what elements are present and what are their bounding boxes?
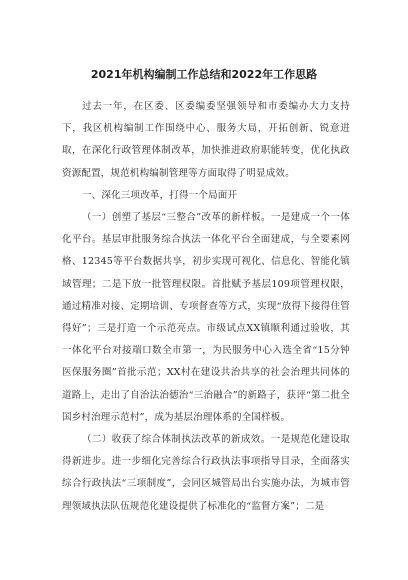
section-heading: 一、深化三项改革，打得一个局面开 <box>82 189 238 201</box>
body-paragraph: （二）收获了综合体制执法改革的新成效。一是规范化建设取得新进步。进一步细化完善综合行政执法事项指导目录，全面落实综合行政执法“三项制度”，会同区城管局出台实施办法，为城市管理领域执法队伍规范化建设提供了标准化的“监督方案”；二是 <box>62 434 350 512</box>
body-paragraph: （一）创塑了基层“三整合”改革的新样板。一是建成一个一体化平台。基层审批服务综合执法一体化平台全面建成，与全要素网格、12345等平台数据共享，初步实现可视化、信息化、智能化镇域管理；二是下放一批管理权限。首批赋予基层109项管理权限，通过精准对接、定期培训、专项督查等方式，实现“放得下接得住管得好”；三是打造一个示范亮点。市级试点XX镇顺利通过验收，其一体化平台对接端口数全市第一，为民服务中心入选全省“15分钟医保服务圈”首批示范；XX村在建设共治共享的社会治理共同体的道路上，走出了自治法治德治“三治融合”的新路子，获评“第二批全国乡村治理示范村”，成为基层治理体系的全国样板。 <box>62 212 350 423</box>
document-title: 2021年机构编制工作总结和2022年工作思路 <box>90 68 318 81</box>
document-body <box>62 96 350 518</box>
intro-paragraph: 过去一年，在区委、区委编委坚强领导和市委编办大力支持下，我区机构编制工作围绕中心、服务大局，开拓创新、锐意进取，在深化行政管理体制改革，加快推进政府职能转变，优化执政资源配置，规范机构编制管理等方面取得了明显成效。 <box>62 101 350 179</box>
